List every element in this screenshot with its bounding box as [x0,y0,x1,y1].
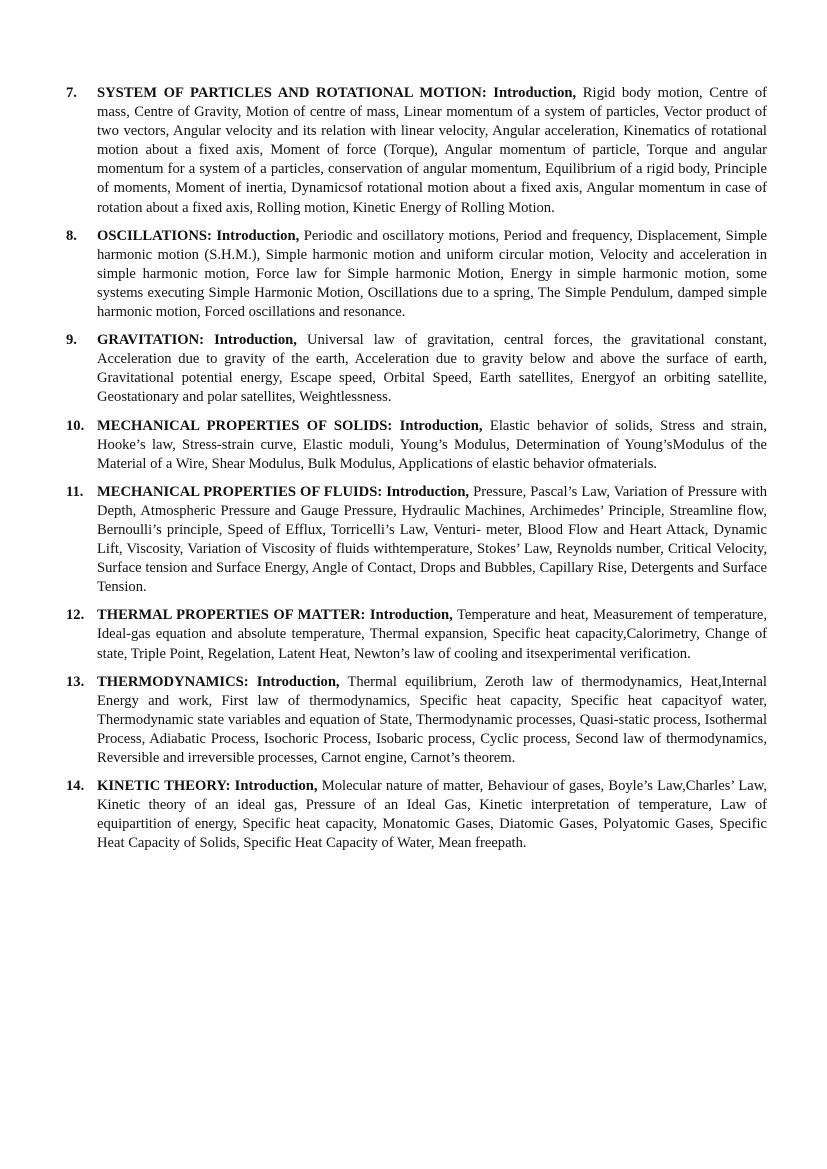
syllabus-page [66,84,767,862]
topic-13 [66,673,767,768]
topic-text: Rigid body motion, Centre of mass, Centre of Gravity, Motion of centre of mass, Linear momentum of a system of particles, Vector product of two vectors, Angular velocity and its relation with linear velocity, Angular acceleration, Kinematics of rotational motion about a fixed axis, Moment of force (Torque), Angular momentum of particle, Torque and angular momentum for a system of a particles, conservation of angular momentum, Equilibrium of a rigid body, Principle of moments, Moment of inertia, Dynamicsof rotational motion about a fixed axis, Angular momentum in case of rotation about a fixed axis, Rolling motion, Kinetic Energy of Rolling Motion. [97,85,767,216]
topic-9 [66,331,767,407]
topic-heading: THERMODYNAMICS: Introduction, [97,673,340,690]
topic-heading: MECHANICAL PROPERTIES OF SOLIDS: Introduction, [97,417,483,434]
topic-7 [66,84,767,218]
topic-10 [66,417,767,474]
topic-text: Periodic and oscillatory motions, Period and frequency, Displacement, Simple harmonic motion (S.H.M.), Simple harmonic motion and uniform circular motion, Velocity and acceleration in simple harmonic motion, Force law for Simple harmonic Motion, Energy in simple harmonic motion, some systems executing Simple Harmonic Motion, Oscillations due to a spring, The Simple Pendulum, damped simple harmonic motion, Forced oscillations and resonance. [97,227,768,321]
topic-body [97,331,767,407]
topic-text: Universal law of gravitation, central forces, the gravitational constant, Acceleration due to gravity of the earth, Acceleration due to gravity below and above the surface of earth, Gravitational potential energy, Escape speed, Orbital Speed, Earth satellites, Energyof an orbiting satellite, Geostationary and polar satellites, Weightlessness. [97,332,767,406]
topic-number: 7. [66,85,77,101]
topic-body [97,673,767,768]
topic-text: Elastic behavior of solids, Stress and strain, Hooke’s law, Stress-strain curve, Elastic moduli, Young’s Modulus, Determination of Young’sModulus of the Material of a Wire, Shear Modulus, Bulk Modulus, Applications of elastic behavior ofmaterials. [97,417,767,472]
topic-text: Temperature and heat, Measurement of temperature, Ideal-gas equation and absolute temperature, Thermal expansion, Specific heat capacity,Calorimetry, Change of state, Triple Point, Regelation, Latent Heat, Newton’s law of cooling and itsexperimental verification. [97,607,768,662]
topic-heading: SYSTEM OF PARTICLES AND ROTATIONAL MOTION: Introduction, [97,85,577,101]
topic-number: 14. [66,778,85,795]
topic-text: Molecular nature of matter, Behaviour of gases, Boyle’s Law,Charles’ Law, Kinetic theory of an ideal gas, Pressure of an Ideal Gas, Kinetic interpretation of temperature, Law of equipartition of energy, Specific heat capacity, Monatomic Gases, Diatomic Gases, Polyatomic Gases, Specific Heat Capacity of Solids, Specific Heat Capacity of Water, Mean freepath. [97,778,767,852]
topic-text: Pressure, Pascal’s Law, Variation of Pressure with Depth, Atmospheric Pressure and Gauge Pressure, Hydraulic Machines, Archimedes’ Principle, Streamline flow, Bernoulli’s principle, Speed of Efflux, Torricelli’s Law, Venturi- meter, Blood Flow and Heart Attack, Dynamic Lift, Viscosity, Variation of Viscosity of fluids withtemperature, Stokes’ Law, Reynolds number, Critical Velocity, Surface tension and Surface Energy, Angle of Contact, Drops and Bubbles, Capillary Rise, Detergents and Surface Tension. [97,483,767,596]
topic-number: 11. [66,483,84,500]
topic-12 [66,606,767,663]
topic-number: 12. [66,607,85,624]
topic-number: 13. [66,673,85,690]
topic-11 [66,483,767,598]
topic-8 [66,227,767,322]
topic-heading: KINETIC THEORY: Introduction, [97,778,318,795]
topic-body [97,777,767,853]
topic-body [97,417,767,474]
topic-heading: OSCILLATIONS: Introduction, [97,227,300,244]
topic-text: Thermal equilibrium, Zeroth law of thermodynamics, Heat,Internal Energy and work, First law of thermodynamics, Specific heat capacity, Specific heat capacityof water, Thermodynamic state variables and equation of State, Thermodynamic processes, Quasi-static process, Isothermal Process, Adiabatic Process, Isochoric Process, Isobaric process, Cyclic process, Second law of thermodynamics, Reversible and irreversible processes, Carnot engine, Carnot’s theorem. [97,673,767,766]
topic-number: 8. [66,227,77,244]
topic-number: 9. [66,332,77,349]
topic-heading: THERMAL PROPERTIES OF MATTER: Introduction, [97,607,453,624]
topic-number: 10. [66,417,85,434]
topic-body [97,483,767,598]
topic-body [97,227,767,322]
topic-14 [66,777,767,853]
topic-heading: MECHANICAL PROPERTIES OF FLUIDS: Introduction, [97,483,470,500]
topic-body [97,84,767,218]
topic-heading: GRAVITATION: Introduction, [97,332,297,349]
topic-body [97,606,767,663]
